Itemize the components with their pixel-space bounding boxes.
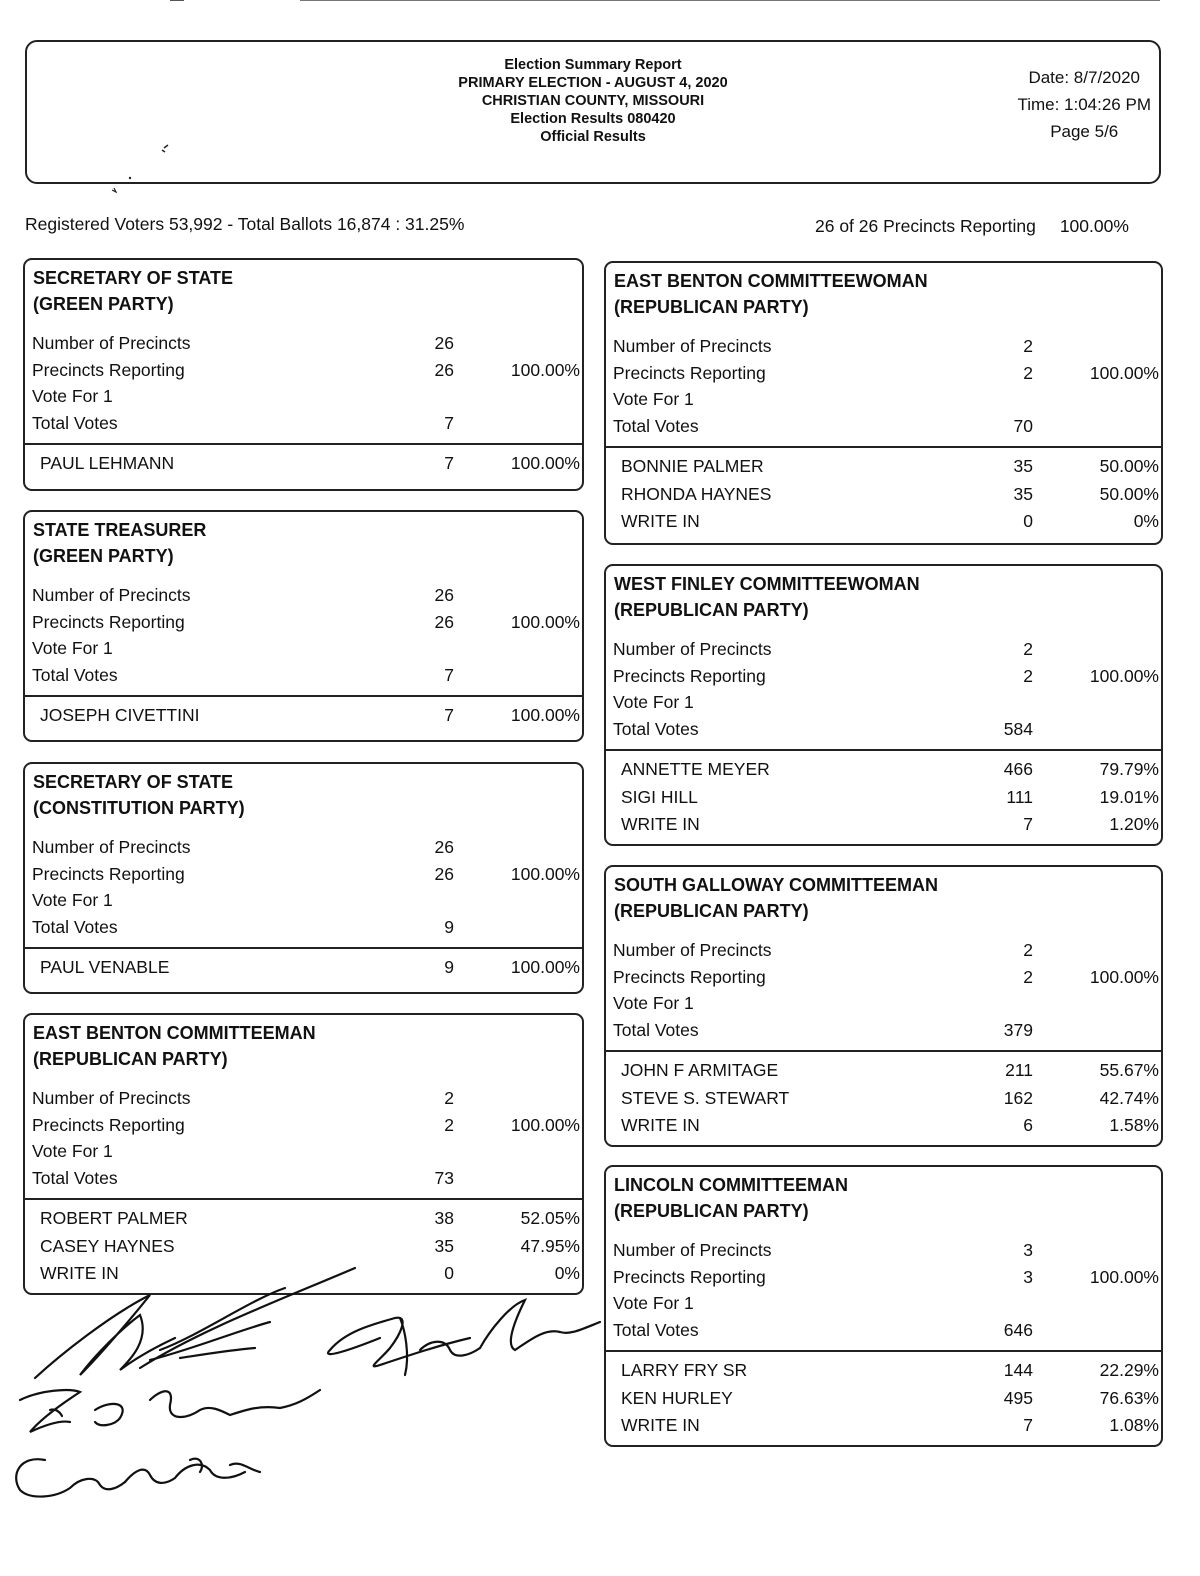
precincts-reporting-percent: 100.00% — [1059, 216, 1129, 236]
race-party: (REPUBLICAN PARTY) — [33, 1049, 228, 1069]
precincts-reporting-label: Precincts Reporting — [32, 359, 185, 380]
total-votes-value: 7 — [444, 664, 454, 685]
total-votes-value: 646 — [1003, 1319, 1033, 1340]
number-of-precincts-label: Number of Precincts — [613, 940, 772, 960]
candidate-percent: 52.05% — [520, 1208, 580, 1228]
race-party: (GREEN PARTY) — [33, 294, 174, 314]
number-of-precincts-label: Number of Precincts — [613, 1240, 772, 1260]
candidate-votes: 495 — [1003, 1387, 1033, 1408]
candidate-row — [25, 1205, 582, 1232]
precincts-reporting-row — [25, 1112, 582, 1139]
candidate-percent: 55.67% — [1099, 1060, 1159, 1080]
candidate-name: WRITE IN — [40, 1263, 119, 1283]
race-office: WEST FINLEY COMMITTEEWOMAN — [614, 574, 920, 594]
vote-for-row — [25, 887, 582, 914]
results-id: Election Results 080420 — [510, 111, 676, 127]
candidate-percent: 100.00% — [510, 453, 580, 473]
candidate-percent: 0% — [554, 1263, 580, 1283]
vote-for-label: Vote For 1 — [613, 993, 694, 1013]
number-of-precincts-label: Number of Precincts — [32, 333, 191, 353]
candidate-row — [606, 1057, 1161, 1084]
race-office: EAST BENTON COMMITTEEWOMAN — [614, 271, 928, 291]
candidate-name: CASEY HAYNES — [40, 1235, 175, 1256]
precincts-reporting-row — [606, 964, 1161, 991]
report-meta — [1017, 64, 1151, 145]
vote-for-row — [25, 635, 582, 662]
number-of-precincts-value: 26 — [434, 585, 454, 605]
precincts-reporting-percent: 100.00% — [1089, 665, 1159, 686]
candidate-votes: 144 — [1003, 1360, 1033, 1380]
total-votes-value: 584 — [1003, 718, 1033, 739]
candidate-percent: 79.79% — [1099, 759, 1159, 779]
candidate-row — [606, 1412, 1161, 1439]
precincts-reporting-label: Precincts Reporting — [613, 665, 766, 686]
candidate-percent: 1.08% — [1109, 1415, 1159, 1435]
total-votes-label: Total Votes — [613, 1019, 699, 1040]
total-votes-label: Total Votes — [32, 412, 118, 433]
precincts-reporting-row — [25, 609, 582, 636]
total-votes-row — [606, 716, 1161, 743]
number-of-precincts-value: 3 — [1023, 1240, 1033, 1260]
report-time: Time: 1:04:26 PM — [1017, 95, 1151, 114]
race-box — [604, 1165, 1163, 1447]
race-box — [23, 510, 584, 742]
race-title — [614, 872, 938, 924]
total-votes-label: Total Votes — [32, 1167, 118, 1188]
number-of-precincts-value: 2 — [1023, 336, 1033, 356]
candidate-percent: 19.01% — [1099, 786, 1159, 807]
candidate-name: ROBERT PALMER — [40, 1208, 188, 1228]
total-votes-value: 7 — [444, 412, 454, 433]
precincts-reporting-percent: 100.00% — [510, 359, 580, 380]
candidate-name: WRITE IN — [621, 1115, 700, 1135]
race-divider — [25, 443, 582, 445]
candidate-percent: 22.29% — [1099, 1360, 1159, 1380]
race-title — [614, 1172, 848, 1224]
race-title — [614, 571, 920, 623]
precincts-reporting-percent: 100.00% — [1089, 362, 1159, 383]
race-box — [604, 564, 1163, 846]
candidate-row — [606, 453, 1161, 480]
candidate-votes: 7 — [1023, 1415, 1033, 1435]
candidate-name: PAUL LEHMANN — [40, 453, 175, 473]
race-title — [33, 265, 233, 317]
number-of-precincts-row — [25, 582, 582, 609]
total-votes-label: Total Votes — [32, 664, 118, 685]
candidate-votes: 7 — [444, 705, 454, 725]
candidate-name: LARRY FRY SR — [621, 1360, 748, 1380]
precincts-reporting-label: Precincts Reporting — [32, 1114, 185, 1135]
race-box — [23, 1013, 584, 1295]
race-party: (REPUBLICAN PARTY) — [614, 1201, 809, 1221]
vote-for-label: Vote For 1 — [613, 389, 694, 409]
total-votes-value: 379 — [1003, 1019, 1033, 1040]
candidate-name: BONNIE PALMER — [621, 456, 764, 476]
candidate-name: JOSEPH CIVETTINI — [40, 705, 200, 725]
total-votes-row — [25, 914, 582, 941]
candidate-name: PAUL VENABLE — [40, 957, 170, 977]
election-name: PRIMARY ELECTION - AUGUST 4, 2020 — [458, 75, 728, 91]
candidate-percent: 0% — [1133, 511, 1159, 531]
precincts-reporting-percent: 100.00% — [1089, 966, 1159, 987]
total-votes-row — [606, 413, 1161, 440]
vote-for-row — [606, 689, 1161, 716]
race-divider — [606, 1050, 1161, 1052]
race-box — [23, 258, 584, 491]
total-votes-row — [606, 1317, 1161, 1344]
precincts-reporting-label: Precincts Reporting — [613, 362, 766, 383]
total-votes-label: Total Votes — [613, 415, 699, 436]
total-votes-row — [25, 410, 582, 437]
total-votes-label: Total Votes — [613, 718, 699, 739]
race-party: (GREEN PARTY) — [33, 546, 174, 566]
candidate-votes: 35 — [1013, 483, 1033, 504]
race-office: SOUTH GALLOWAY COMMITTEEMAN — [614, 875, 938, 895]
race-office: STATE TREASURER — [33, 520, 207, 540]
number-of-precincts-row — [25, 1085, 582, 1112]
precincts-reporting-value: 2 — [1023, 665, 1033, 686]
total-votes-row — [25, 662, 582, 689]
candidate-row — [606, 1385, 1161, 1412]
candidate-name: JOHN F ARMITAGE — [621, 1060, 779, 1080]
candidate-row — [25, 1233, 582, 1260]
vote-for-row — [606, 990, 1161, 1017]
candidate-votes: 0 — [1023, 511, 1033, 531]
candidate-votes: 7 — [444, 453, 454, 473]
number-of-precincts-label: Number of Precincts — [32, 585, 191, 605]
candidate-name: KEN HURLEY — [621, 1387, 733, 1408]
candidate-votes: 111 — [1006, 786, 1033, 807]
candidate-percent: 50.00% — [1099, 483, 1159, 504]
precincts-reporting-percent: 100.00% — [510, 863, 580, 884]
candidate-votes: 211 — [1005, 1060, 1033, 1080]
vote-for-row — [606, 386, 1161, 413]
total-votes-row — [25, 1165, 582, 1192]
candidate-name: SIGI HILL — [621, 786, 698, 807]
candidate-row — [606, 756, 1161, 783]
race-box — [604, 261, 1163, 545]
race-divider — [606, 446, 1161, 448]
race-divider — [25, 695, 582, 697]
race-divider — [25, 1198, 582, 1200]
precincts-reporting-value: 3 — [1023, 1266, 1033, 1287]
candidate-votes: 0 — [444, 1263, 454, 1283]
precincts-reporting-text: 26 of 26 Precincts Reporting — [815, 216, 1036, 236]
number-of-precincts-row — [25, 330, 582, 357]
precincts-reporting-value: 26 — [434, 611, 454, 632]
race-box — [23, 762, 584, 994]
candidate-name: ANNETTE MEYER — [621, 759, 770, 779]
candidate-name: WRITE IN — [621, 1415, 700, 1435]
candidate-percent: 47.95% — [520, 1235, 580, 1256]
precincts-reporting-label: Precincts Reporting — [613, 1266, 766, 1287]
precincts-reporting-percent: 100.00% — [510, 611, 580, 632]
candidate-row — [25, 702, 582, 729]
race-party: (REPUBLICAN PARTY) — [614, 600, 809, 620]
precincts-reporting-row — [606, 1264, 1161, 1291]
scan-edge-line — [300, 0, 1160, 1]
race-title — [33, 769, 245, 821]
candidate-name: WRITE IN — [621, 511, 700, 531]
race-title — [614, 268, 928, 320]
candidate-row — [606, 1085, 1161, 1112]
race-office: EAST BENTON COMMITTEEMAN — [33, 1023, 316, 1043]
candidate-votes: 35 — [1013, 456, 1033, 476]
precincts-reporting-percent: 100.00% — [510, 1114, 580, 1135]
race-party: (CONSTITUTION PARTY) — [33, 798, 245, 818]
precincts-reporting-label: Precincts Reporting — [32, 611, 185, 632]
candidate-percent: 1.58% — [1109, 1115, 1159, 1135]
vote-for-label: Vote For 1 — [613, 1293, 694, 1313]
number-of-precincts-value: 2 — [1023, 940, 1033, 960]
vote-for-label: Vote For 1 — [32, 386, 113, 406]
candidate-name: WRITE IN — [621, 814, 700, 834]
race-title — [33, 517, 206, 569]
total-votes-row — [606, 1017, 1161, 1044]
precincts-reporting-row — [606, 360, 1161, 387]
vote-for-row — [606, 1290, 1161, 1317]
precincts-reporting-row — [25, 861, 582, 888]
race-office: SECRETARY OF STATE — [33, 772, 234, 792]
report-date: Date: 8/7/2020 — [1028, 68, 1140, 87]
candidate-percent: 100.00% — [510, 957, 580, 977]
candidate-percent: 76.63% — [1099, 1387, 1159, 1408]
precincts-reporting-summary — [815, 216, 1129, 237]
number-of-precincts-row — [606, 937, 1161, 964]
candidate-votes: 9 — [444, 957, 454, 977]
candidate-row — [606, 481, 1161, 508]
precincts-reporting-label: Precincts Reporting — [613, 966, 766, 987]
number-of-precincts-value: 26 — [434, 333, 454, 353]
race-divider — [606, 1350, 1161, 1352]
vote-for-row — [25, 1138, 582, 1165]
candidate-votes: 162 — [1003, 1087, 1033, 1108]
report-title: Election Summary Report — [504, 57, 682, 73]
scan-specks-icon — [102, 140, 172, 200]
precincts-reporting-label: Precincts Reporting — [32, 863, 185, 884]
number-of-precincts-row — [606, 1237, 1161, 1264]
number-of-precincts-row — [25, 834, 582, 861]
total-votes-value: 9 — [444, 916, 454, 937]
race-party: (REPUBLICAN PARTY) — [614, 901, 809, 921]
number-of-precincts-label: Number of Precincts — [32, 1088, 191, 1108]
scan-mark — [170, 0, 184, 1]
report-header — [25, 40, 1161, 184]
number-of-precincts-value: 26 — [434, 837, 454, 857]
race-divider — [25, 947, 582, 949]
race-title — [33, 1020, 316, 1072]
number-of-precincts-label: Number of Precincts — [32, 837, 191, 857]
candidate-row — [606, 1357, 1161, 1384]
candidate-row — [606, 811, 1161, 838]
precincts-reporting-value: 2 — [444, 1114, 454, 1135]
number-of-precincts-label: Number of Precincts — [613, 336, 772, 356]
vote-for-label: Vote For 1 — [32, 890, 113, 910]
handwritten-signatures-icon — [0, 1260, 620, 1520]
precincts-reporting-value: 26 — [434, 863, 454, 884]
candidate-votes: 35 — [434, 1235, 454, 1256]
registered-voters-summary: Registered Voters 53,992 - Total Ballots 16,874 : 31.25% — [25, 214, 465, 234]
total-votes-value: 73 — [434, 1167, 454, 1188]
county-name: CHRISTIAN COUNTY, MISSOURI — [481, 93, 705, 109]
number-of-precincts-value: 2 — [1023, 639, 1033, 659]
candidate-row — [606, 508, 1161, 535]
total-votes-label: Total Votes — [613, 1319, 699, 1340]
race-box — [604, 865, 1163, 1147]
vote-for-label: Vote For 1 — [32, 1141, 113, 1161]
candidate-percent: 1.20% — [1109, 814, 1159, 834]
race-party: (REPUBLICAN PARTY) — [614, 297, 809, 317]
precincts-reporting-percent: 100.00% — [1089, 1266, 1159, 1287]
total-votes-label: Total Votes — [32, 916, 118, 937]
results-status: Official Results — [540, 129, 646, 145]
vote-for-row — [25, 383, 582, 410]
race-office: SECRETARY OF STATE — [33, 268, 234, 288]
precincts-reporting-value: 2 — [1023, 966, 1033, 987]
candidate-votes: 38 — [434, 1208, 454, 1228]
race-divider — [606, 749, 1161, 751]
candidate-name: RHONDA HAYNES — [621, 483, 772, 504]
candidate-percent: 50.00% — [1099, 456, 1159, 476]
report-title-block — [27, 56, 1159, 146]
precincts-reporting-value: 26 — [434, 359, 454, 380]
number-of-precincts-value: 2 — [444, 1088, 454, 1108]
candidate-votes: 6 — [1023, 1115, 1033, 1135]
candidate-percent: 100.00% — [510, 705, 580, 725]
candidate-name: STEVE S. STEWART — [621, 1087, 790, 1108]
candidate-votes: 7 — [1023, 814, 1033, 834]
page-number: Page 5/6 — [1050, 122, 1119, 141]
precincts-reporting-row — [606, 663, 1161, 690]
vote-for-label: Vote For 1 — [32, 638, 113, 658]
candidate-row — [606, 784, 1161, 811]
number-of-precincts-row — [606, 636, 1161, 663]
total-votes-value: 70 — [1013, 415, 1033, 436]
candidate-row — [25, 954, 582, 981]
race-office: LINCOLN COMMITTEEMAN — [614, 1175, 848, 1195]
candidate-row — [25, 450, 582, 477]
vote-for-label: Vote For 1 — [613, 692, 694, 712]
number-of-precincts-label: Number of Precincts — [613, 639, 772, 659]
precincts-reporting-row — [25, 357, 582, 384]
candidate-percent: 42.74% — [1099, 1087, 1159, 1108]
number-of-precincts-row — [606, 333, 1161, 360]
candidate-votes: 466 — [1003, 759, 1033, 779]
precincts-reporting-value: 2 — [1023, 362, 1033, 383]
candidate-row — [606, 1112, 1161, 1139]
